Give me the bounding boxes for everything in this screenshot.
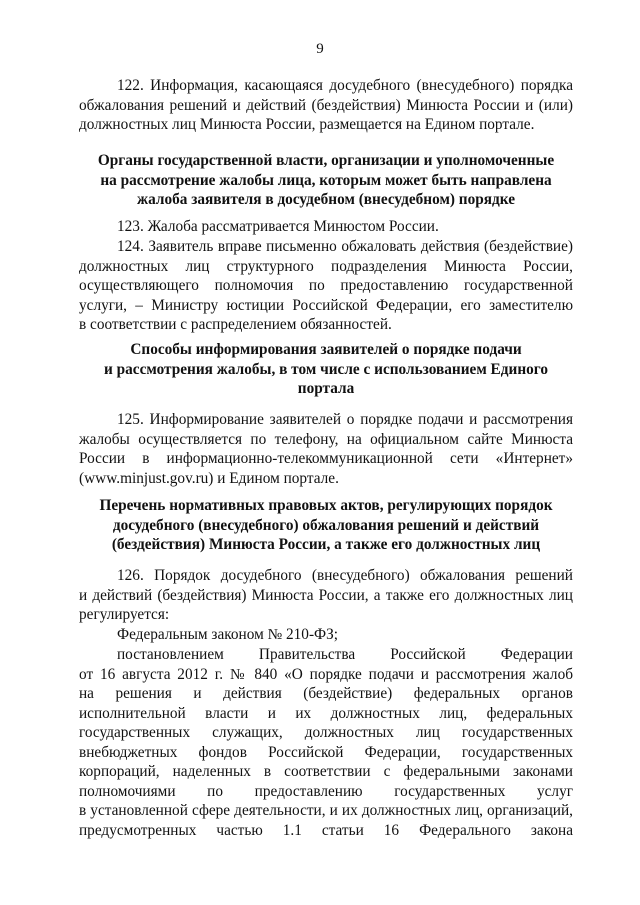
paragraph-line: 124. Заявитель вправе письменно обжаловать действия (бездействие) <box>117 238 573 255</box>
paragraph-line: предусмотренных частью 1.1 статьи 16 Федерального закона <box>79 821 573 839</box>
paragraph-line: и действий (бездействия) Минюста России, а также его должностных лиц <box>79 586 573 604</box>
paragraph-line: (www.minjust.gov.ru) и Едином портале. <box>79 469 339 487</box>
paragraph-line: должностных лиц Минюста России, размещается на Едином портале. <box>79 116 535 133</box>
paragraph-line: полномочиями по предоставлению государственных услуг <box>79 782 573 800</box>
law-210-fz <box>79 625 573 645</box>
page-number: 9 <box>316 41 324 57</box>
heading-line: портала <box>297 380 355 397</box>
section-heading-organs <box>79 151 573 210</box>
government-resolution-840 <box>79 645 573 840</box>
heading-line: Способы информирования заявителей о порядке подачи <box>130 341 522 358</box>
heading-line: и рассмотрения жалобы, в том числе с использованием Единого <box>103 360 548 378</box>
paragraph-line: 125. Информирование заявителей о порядке подачи и рассмотрения <box>117 411 573 428</box>
paragraph-line: 123. Жалоба рассматривается Минюстом России. <box>117 218 439 235</box>
paragraph-line: от 16 августа 2012 г. № 840 «О порядке подачи и рассмотрения жалоб <box>79 665 573 683</box>
heading-line: досудебного (внесудебного) обжалования решений и действий <box>112 516 540 534</box>
paragraph-line: в соответствии с распределением обязанностей. <box>79 316 392 333</box>
paragraph-line: осуществляющего полномочия по предоставлению государственной <box>79 277 573 294</box>
paragraph-line: услуги, – Министру юстиции Российской Федерации, его заместителю <box>79 296 573 314</box>
paragraph-line: 126. Порядок досудебного (внесудебного) обжалования решений <box>117 567 573 584</box>
paragraph-line: России в информационно-телекоммуникационной сети «Интернет» <box>79 450 573 467</box>
paragraph-line: в установленной сфере деятельности, и их должностных лиц, организаций, <box>79 802 573 819</box>
section-heading-legal-acts <box>79 496 573 555</box>
paragraph-line: корпораций, наделенных в соответствии с федеральными законами <box>79 763 573 780</box>
paragraph-line: регулируется: <box>79 606 170 623</box>
paragraph-line: исполнительной власти и их должностных лиц, федеральных <box>79 704 573 722</box>
paragraph-125 <box>79 410 573 488</box>
paragraph-line: внебюджетных фондов Российской Федерации, государственных <box>79 743 573 761</box>
paragraph-line: Федеральным законом № 210-ФЗ; <box>117 626 339 643</box>
paragraph-line: постановлением Правительства Российской Федерации <box>117 646 573 663</box>
paragraph-124 <box>79 237 573 335</box>
paragraph-122 <box>79 76 573 135</box>
heading-line: Органы государственной власти, организации и уполномоченные <box>97 152 555 169</box>
heading-line: Перечень нормативных правовых актов, регулирующих порядок <box>99 497 553 514</box>
paragraph-line: обжалования решений и действий (бездействия) Минюста России и (или) <box>79 96 573 114</box>
section-heading-informing <box>79 340 573 399</box>
paragraph-126 <box>79 566 573 625</box>
paragraph-line: должностных лиц структурного подразделения Минюста России, <box>79 257 573 275</box>
heading-line: (бездействия) Минюста России, а также его должностных лиц <box>111 536 541 553</box>
heading-line: жалоба заявителя в досудебном (внесудебном) порядке <box>137 191 515 208</box>
paragraph-line: на решения и действия (бездействие) федеральных органов <box>79 685 573 702</box>
paragraph-line: 122. Информация, касающаяся досудебного (внесудебного) порядка <box>117 77 573 94</box>
paragraph-line: государственных служащих, должностных лиц государственных <box>79 724 573 741</box>
paragraph-line: жалобы осуществляется по телефону, на официальном сайте Минюста <box>79 430 573 448</box>
heading-line: на рассмотрение жалобы лица, которым может быть направлена <box>100 171 552 189</box>
paragraph-123 <box>79 217 573 237</box>
